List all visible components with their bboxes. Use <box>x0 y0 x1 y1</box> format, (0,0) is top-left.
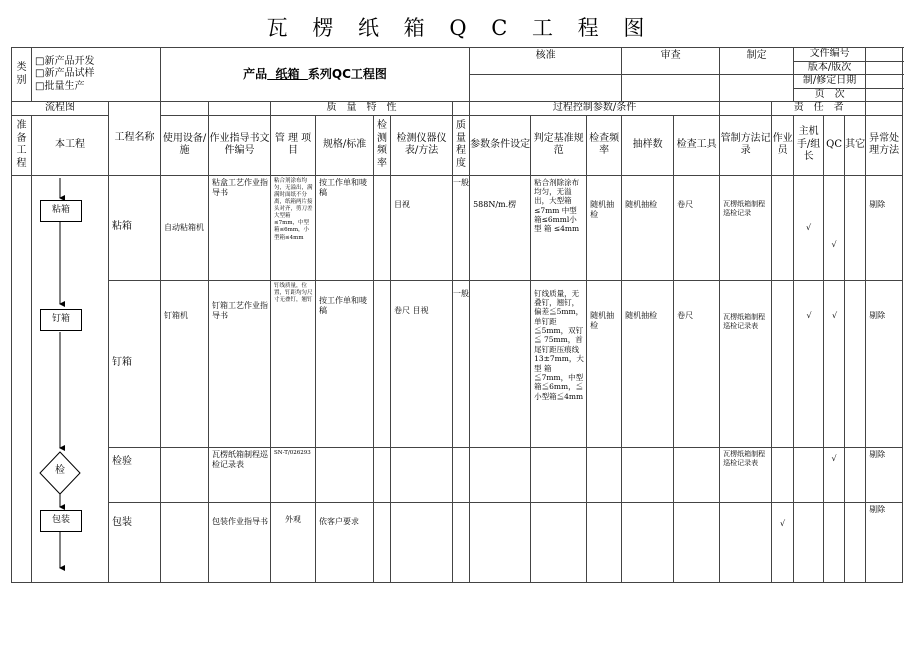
category-option-new-dev[interactable]: □新产品开发 <box>35 55 95 67</box>
document-title: 瓦 楞 纸 箱 Q C 工 程 图 <box>266 16 654 40</box>
col-param: 参数条件设定 <box>470 115 531 175</box>
flow-node-inspect: 检 <box>55 464 65 476</box>
group-process: 过程控制参数/条件 <box>470 102 720 116</box>
flowchart <box>32 175 109 582</box>
flow-node-glue: 粘箱 <box>40 200 82 222</box>
doc-page-label: 页 次 <box>794 88 866 102</box>
col-criteria: 判定基准规范 <box>531 115 587 175</box>
doc-version-value <box>866 61 903 75</box>
row-pack-name: 包装 <box>109 502 161 582</box>
col-equipment: 使用设备/施 <box>161 115 209 175</box>
col-instruction: 作业指导书文件编号 <box>209 115 271 175</box>
approval-prepare-sign <box>720 75 794 102</box>
category-options <box>32 48 161 102</box>
approval-approve: 核准 <box>470 48 622 75</box>
table-row: 包装 包装作业指导书 外观 依客户要求 √ 剔除 <box>12 502 903 582</box>
approval-prepare: 制定 <box>720 48 794 75</box>
table-row: 粘箱 钉箱 检 包装 粘箱 自动粘箱机 粘盒工艺作业指导书 粘合剂涂布均匀，无溢出，满满时面纸不分离，纸箱两片接头对齐，剪刀差大型箱≤7mm，中型箱≤6mm，小型箱≤4mm 按工作单和唛稿 目视 一般 588N/m.楞 粘合剂除涂布均匀，无溢出，大型箱≤7mm 中型箱≤6mml小 型 箱 ≤4mm 随机抽检 随机抽检 卷尺 瓦楞纸箱制程巡检记录 √ √ 剔除 <box>12 175 903 280</box>
table-row: 钉箱 钉箱机 钉箱工艺作业指导书 钉线质量，位置，钉距均匀尺寸无叠钉，翘钉 按工作单和唛稿 卷尺 目视 一般 钉线质量，无叠钉，翘钉，偏差≦5mm，单钉距≦5mm，双钉≦ 75mm，首尾钉距压痕线13±7mm，大 型 箱 ≦7mm，中型箱≦6mm，≦小型箱≦4mm 随机抽检 随机抽检 卷尺 瓦楞纸箱制程巡检记录表 √ √ 剔除 <box>12 280 903 447</box>
col-instrument: 检测仪器仪表/方法 <box>391 115 453 175</box>
col-qc: QC <box>824 115 845 175</box>
row-staple-name: 钉箱 <box>109 280 161 447</box>
prep-process-cell <box>12 175 32 582</box>
col-check-freq: 检查频率 <box>587 115 622 175</box>
row-glue-name: 粘箱 <box>109 175 161 280</box>
doc-number-value <box>866 48 903 62</box>
category-option-mass[interactable]: □批量生产 <box>35 80 85 92</box>
category-option-trial[interactable]: □新产品试样 <box>35 68 95 80</box>
col-operator: 作业员 <box>772 115 794 175</box>
doc-version-label: 版本/版次 <box>794 61 866 75</box>
table-row: 检验 瓦楞纸箱制程巡检记录表 SN-T/026293 瓦楞纸箱制程巡检记录表 √ 剔除 <box>12 447 903 502</box>
col-tool: 检查工具 <box>674 115 720 175</box>
doc-date-label: 制/修定日期 <box>794 75 866 89</box>
group-responsibility: 责 任 者 <box>772 102 866 116</box>
col-this-process: 本工程 <box>32 115 109 175</box>
approval-review-sign <box>622 75 720 102</box>
group-flow: 流程图 <box>12 102 109 116</box>
col-inspect-freq: 检测频率 <box>374 115 391 175</box>
col-spec: 规格/标准 <box>316 115 374 175</box>
doc-number-label: 文件编号 <box>794 48 866 62</box>
col-method: 管制方法记录 <box>720 115 772 175</box>
doc-page-value <box>866 88 903 102</box>
col-control-item: 管 理 项 目 <box>271 115 316 175</box>
col-sample: 抽样数 <box>622 115 674 175</box>
col-process-name: 工程名称 <box>109 102 161 176</box>
col-abnormal: 异常处理方法 <box>866 115 903 175</box>
col-leader: 主机手/组长 <box>794 115 824 175</box>
flow-node-staple: 钉箱 <box>40 309 82 331</box>
product-title: 产品 纸箱 系列QC工程图 <box>161 48 470 102</box>
col-quality-level: 质量程度 <box>453 115 470 175</box>
category-label: 类别 <box>12 48 32 102</box>
flow-node-pack: 包装 <box>40 510 82 532</box>
group-quality: 质 量 特 性 <box>271 102 453 116</box>
qc-process-table <box>11 47 903 583</box>
col-prep-process: 准 备 工 程 <box>12 115 32 175</box>
approval-review: 审查 <box>622 48 720 75</box>
approval-approve-sign <box>470 75 622 102</box>
col-other: 其它 <box>845 115 866 175</box>
doc-date-value <box>866 75 903 89</box>
product-name: 纸箱 <box>275 67 300 81</box>
row-inspect-name: 检验 <box>109 447 161 502</box>
